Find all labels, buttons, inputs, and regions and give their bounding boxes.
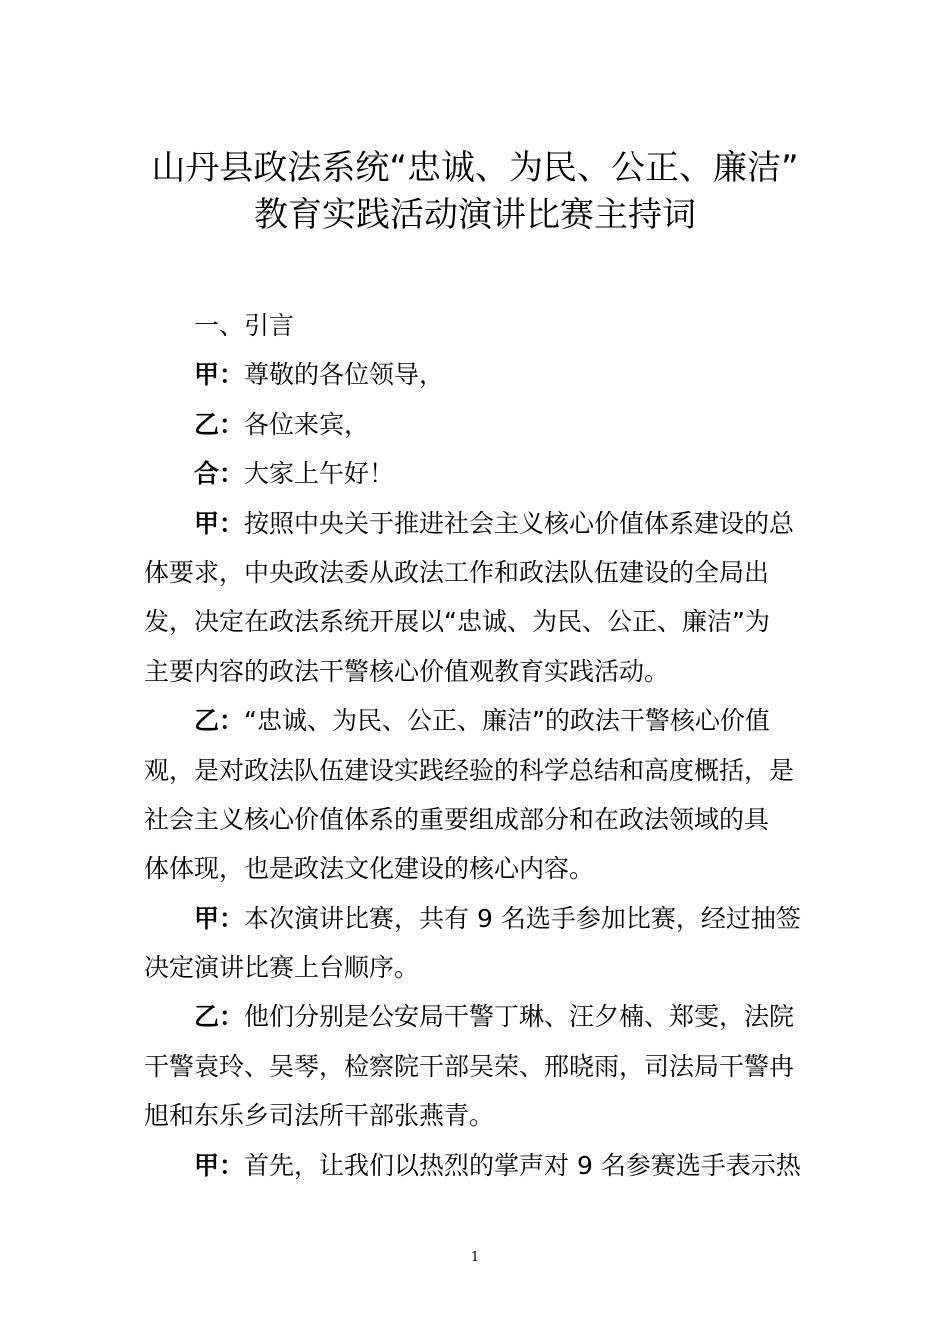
paragraph-text: 各位来宾， [244, 409, 370, 439]
paragraph-text: 首先，让我们以热烈的掌声对 9 名参赛选手表示热 [244, 1150, 801, 1180]
speaker-label: 乙： [194, 706, 245, 736]
speaker-label: 甲： [194, 360, 245, 390]
paragraph-text: 本次演讲比赛，共有 9 名选手参加比赛，经过抽签 [244, 903, 801, 933]
paragraph-first-line [144, 894, 834, 943]
paragraph-text: 他们分别是公安局干警丁琳、汪夕楠、郑雯，法院 [244, 1002, 795, 1032]
document-title-line-2: 教育实践活动演讲比赛主持词 [254, 195, 696, 235]
section-heading: 一、引言 [194, 311, 295, 340]
paragraph-text: 体体现，也是政法文化建设的核心内容。 [144, 854, 595, 884]
paragraph-line [144, 1091, 834, 1140]
paragraph-first-line [144, 499, 834, 548]
speaker-label: 合： [194, 459, 245, 489]
document-title-line-1: 山丹县政法系统“忠诚、为民、公正、廉洁” [151, 148, 799, 188]
paragraph-line [144, 1042, 834, 1091]
paragraph-text: 决定演讲比赛上台顺序。 [144, 953, 420, 983]
paragraph-first-line [144, 992, 834, 1041]
paragraph-text: 社会主义核心价值体系的重要组成部分和在政法领域的具 [144, 804, 770, 834]
paragraph-text: 干警袁玲、吴琴，检察院干部吴荣、邢晓雨，司法局干警冉 [144, 1051, 795, 1081]
paragraph-text: 主要内容的政法干警核心价值观教育实践活动。 [144, 656, 670, 686]
paragraph-line [144, 548, 834, 597]
paragraph-text: 尊敬的各位领导， [244, 360, 445, 390]
paragraph-line [144, 943, 834, 992]
paragraph-first-line [144, 1141, 834, 1190]
paragraph-text: 大家上午好！ [244, 459, 395, 489]
paragraph-text: 观，是对政法队伍建设实践经验的科学总结和高度概括，是 [144, 755, 795, 785]
paragraph-text: 发，决定在政法系统开展以“忠诚、为民、公正、廉洁”为 [144, 607, 770, 637]
paragraph-first-line [144, 696, 834, 745]
document-body [144, 301, 834, 1190]
paragraph-line [144, 746, 834, 795]
paragraph-text: 旭和东乐乡司法所干部张燕青。 [144, 1101, 495, 1131]
paragraph-text: 体要求，中央政法委从政法工作和政法队伍建设的全局出 [144, 557, 770, 587]
speaker-label: 甲： [194, 508, 245, 538]
speaker-label: 乙： [194, 409, 245, 439]
speaker-label: 乙： [194, 1002, 245, 1032]
speaker-label: 甲： [194, 903, 245, 933]
paragraph-line [144, 844, 834, 893]
speaker-label: 甲： [194, 1150, 245, 1180]
paragraph-first-line [144, 400, 834, 449]
page-number: 1 [470, 1250, 480, 1265]
paragraph-text: “忠诚、为民、公正、廉洁”的政法干警核心价值 [244, 706, 770, 736]
paragraph-line [144, 795, 834, 844]
paragraph-line [144, 597, 834, 646]
paragraph-first-line [144, 449, 834, 498]
paragraph-text: 按照中央关于推进社会主义核心价值体系建设的总 [244, 508, 795, 538]
paragraph-line [144, 647, 834, 696]
paragraph-first-line [144, 350, 834, 399]
